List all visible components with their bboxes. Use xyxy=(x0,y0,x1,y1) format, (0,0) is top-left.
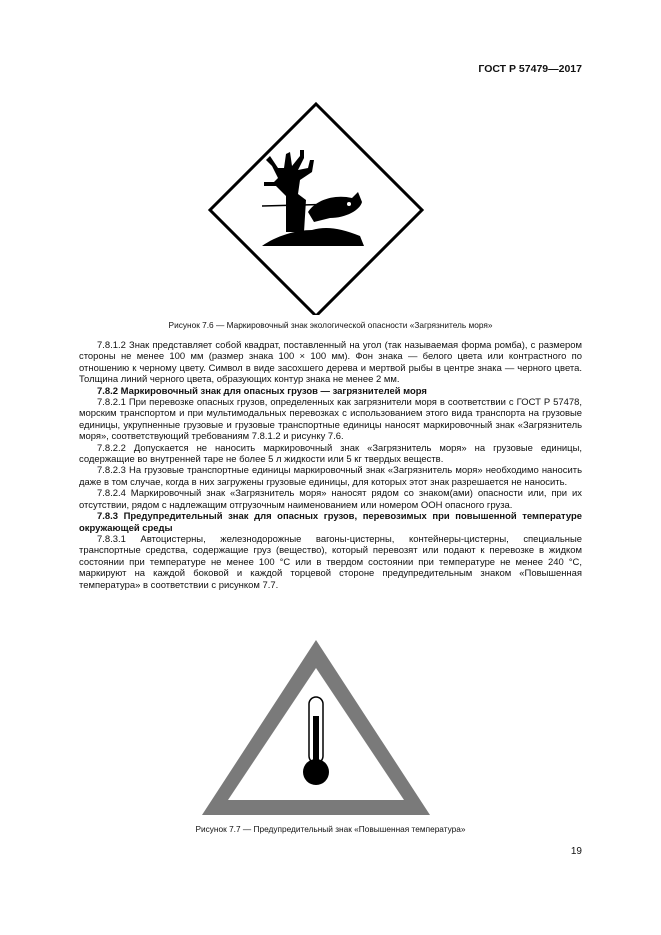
dead-fish-icon xyxy=(308,192,362,222)
body-text xyxy=(79,340,582,591)
figure-7-7-caption: Рисунок 7.7 — Предупредительный знак «Повышенная температура» xyxy=(195,824,466,834)
paragraph-7-8-2-1: 7.8.2.1 При перевозке опасных грузов, определенных как загрязнители моря в соответствии с ГОСТ Р 57478, морским транспортом и при мультимодальных перевозках с использованием этого вида транспорта на грузовые единицы, укрупненные грузовые и грузовые транспортные единицы наносят маркировочный знак «Загрязнитель моря», соответствующий требованиям 7.8.1.2 и рисунку 7.6. xyxy=(79,397,582,443)
marine-pollutant-sign xyxy=(0,100,661,315)
paragraph-7-8-3-1: 7.8.3.1 Автоцистерны, железнодорожные вагоны-цистерны, контейнеры-цистерны, специальные транспортные средства, содержащие груз (вещество), который перевозят или подают к перевозке в жидком состоянии при температуре не менее 100 °C или в твердом состоянии при температуре не менее 240 °C, маркируют на каждой боковой и каждой торцевой стороне предупредительным знаком «Повышенная температура» в соответствии с рисунком 7.7. xyxy=(79,533,582,591)
paragraph-7-8-2-2: 7.8.2.2 Допускается не наносить маркировочный знак «Загрязнитель моря» на грузовые единицы, содержащие во внутренней таре не более 5 л жидкости или 5 кг твердых веществ. xyxy=(79,442,582,466)
paragraph-7-8-2-4: 7.8.2.4 Маркировочный знак «Загрязнитель моря» наносят рядом со знаком(ами) опасности или, при их отсутствии, рядом с надлежащим отгрузочным наименованием или номером ООН опасного груза. xyxy=(79,488,582,511)
figure-7-6-caption: Рисунок 7.6 — Маркировочный знак экологической опасности «Загрязнитель моря» xyxy=(168,320,493,330)
paragraph-7-8-2-3: 7.8.2.3 На грузовые транспортные единицы маркировочный знак «Загрязнитель моря» необходимо наносить даже в том случае, когда в них загружены грузовые единицы, для которых этот знак разрешается не наносить. xyxy=(79,465,582,488)
heading-7-8-3: 7.8.3 Предупредительный знак для опасных грузов, перевозимых при повышенной температуре окружающей среды xyxy=(79,511,582,534)
dead-tree-icon xyxy=(264,150,314,232)
paragraph-7-8-1-2: 7.8.1.2 Знак представляет собой квадрат, поставленный на угол (так называемая форма ромба), с размером стороны не менее 100 мм (размер знака 100 × 100 мм). Фон знака — белого цвета или контрастного по отношению к черному цвету. Символ в виде засохшего дерева и мертвой рыбы в центре знака — черного цвета. Толщина линий черного цвета, образующих контур знака не менее 2 мм. xyxy=(79,340,582,386)
ground-shape xyxy=(262,228,364,246)
elevated-temperature-sign xyxy=(0,635,661,820)
heading-7-8-2: 7.8.2 Маркировочный знак для опасных грузов — загрязнителей моря xyxy=(97,385,427,397)
document-header: ГОСТ Р 57479—2017 xyxy=(478,63,582,75)
page-number: 19 xyxy=(570,846,582,857)
